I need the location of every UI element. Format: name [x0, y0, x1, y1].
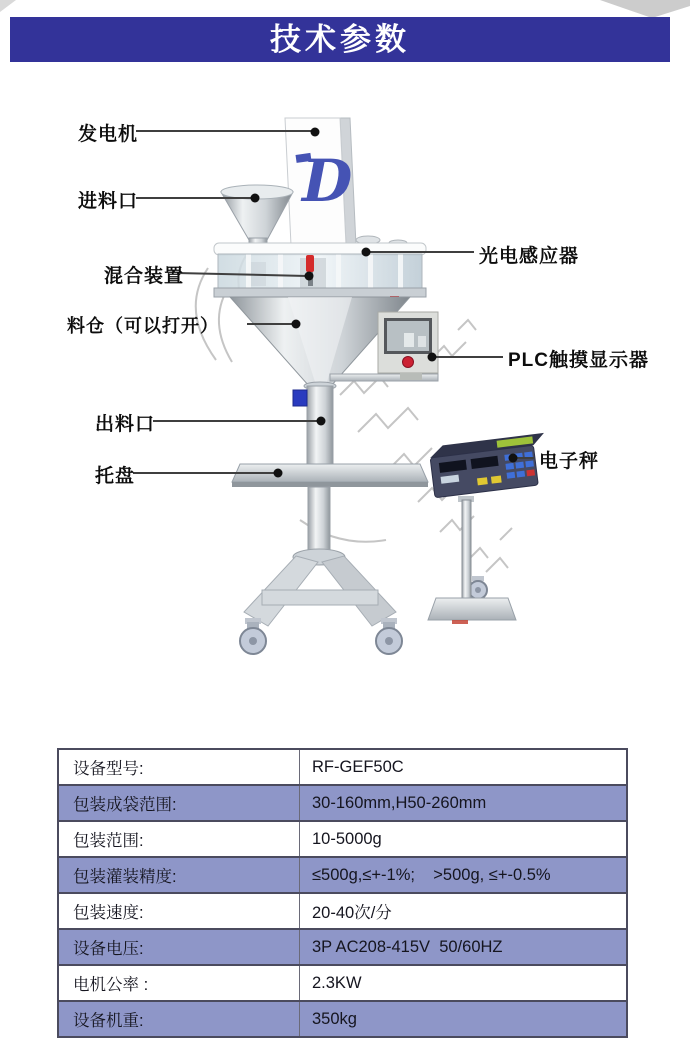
spec-value: 3P AC208-415V 50/60HZ	[300, 929, 628, 965]
spec-label: 包装速度:	[58, 893, 300, 929]
spec-label: 电机公率 :	[58, 965, 300, 1001]
label-tray: 托盘	[95, 466, 136, 487]
stand-column	[293, 487, 345, 565]
caster-wheel	[469, 576, 487, 599]
label-plc-display: PLC触摸显示器	[508, 350, 650, 371]
spec-row	[58, 929, 627, 965]
label-hopper-openable: 料仓（可以打开）	[67, 316, 219, 336]
plc-red-button	[403, 357, 414, 368]
electronic-scale-device	[428, 433, 550, 624]
caster-wheel	[376, 618, 402, 654]
spec-value: 2.3KW	[300, 965, 628, 1001]
spec-label: 设备机重:	[58, 1001, 300, 1037]
spec-label: 包装范围:	[58, 821, 300, 857]
label-outlet: 出料口	[95, 414, 156, 435]
spec-value: RF-GEF50C	[300, 749, 628, 785]
machine-tower	[285, 118, 356, 245]
mixer-red-lever	[306, 255, 314, 272]
spec-row	[58, 965, 627, 1001]
blue-clamp	[293, 390, 307, 406]
spec-value: ≤500g,≤+-1%; >500g, ≤+-0.5%	[300, 857, 628, 893]
spec-label: 包装成袋范围:	[58, 785, 300, 821]
spec-row	[58, 785, 627, 821]
spec-value: 20-40次/分	[300, 893, 628, 929]
label-generator: 发电机	[78, 124, 139, 145]
corner-fold-left	[0, 0, 16, 12]
tray-plate	[232, 464, 428, 487]
label-electronic-scale: 电子秤	[539, 451, 600, 472]
drop-tube	[293, 382, 336, 466]
base-frame	[244, 556, 396, 626]
spec-row	[58, 1001, 627, 1037]
caster-wheel	[240, 618, 266, 654]
spec-row	[58, 893, 627, 929]
label-photo-sensor: 光电感应器	[479, 246, 580, 267]
label-mixing-device: 混合装置	[104, 266, 185, 287]
spec-label: 包装灌装精度:	[58, 857, 300, 893]
brand-logo-letter: D	[302, 147, 353, 215]
spec-row	[58, 857, 627, 893]
spec-table	[57, 748, 628, 1038]
spec-value: 30-160mm,H50-260mm	[300, 785, 628, 821]
spec-row	[58, 821, 627, 857]
page-title: 技术参数	[10, 17, 670, 62]
mixing-chamber	[214, 236, 426, 303]
spec-row	[58, 749, 627, 785]
spec-label: 设备电压:	[58, 929, 300, 965]
label-feed-inlet: 进料口	[78, 191, 139, 212]
spec-label: 设备型号:	[58, 749, 300, 785]
spec-value: 350kg	[300, 1001, 628, 1037]
corner-fold-right	[600, 0, 690, 18]
spec-value: 10-5000g	[300, 821, 628, 857]
